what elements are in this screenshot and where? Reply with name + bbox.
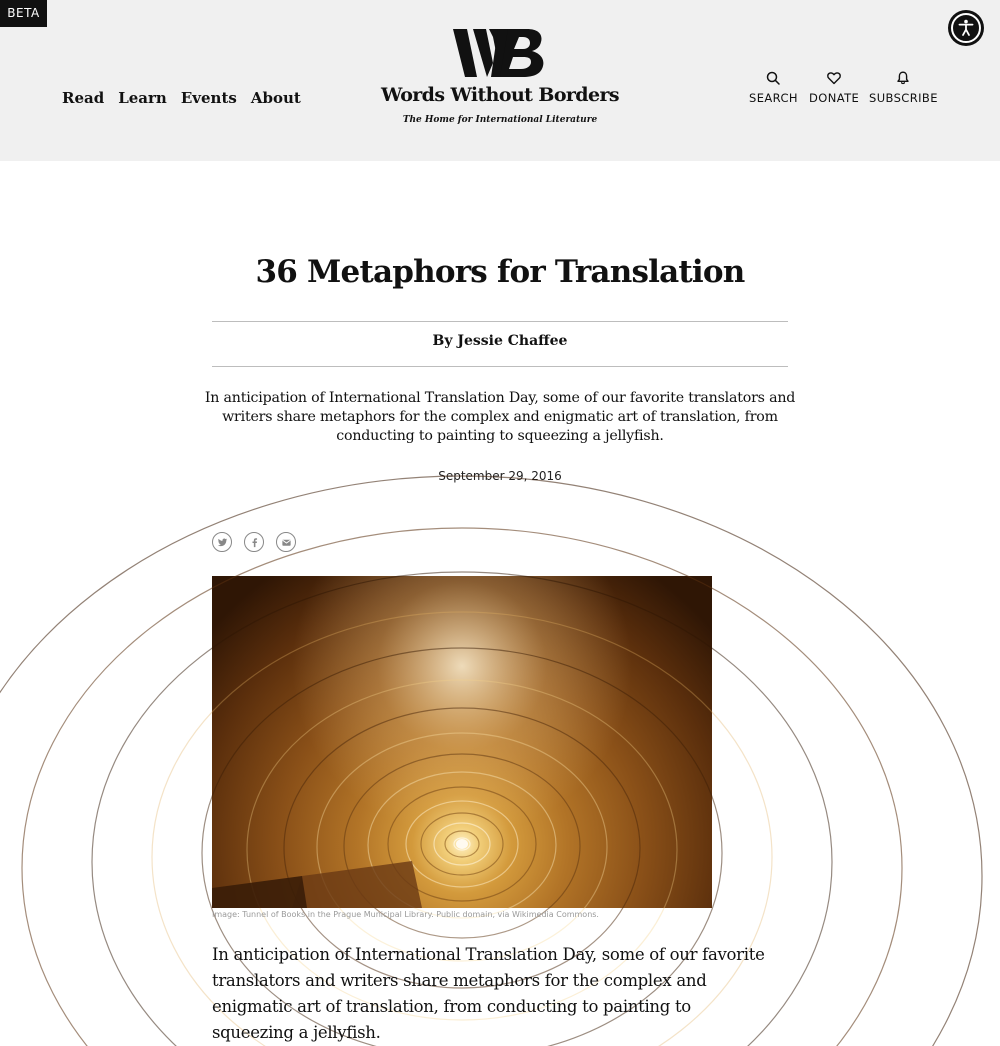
subscribe-button[interactable] [869, 70, 938, 105]
site-name[interactable]: Words Without Borders [381, 84, 619, 106]
share-facebook-button[interactable] [244, 532, 264, 552]
search-button[interactable] [749, 70, 798, 105]
nav-item-read[interactable]: Read [62, 89, 105, 107]
donate-label: DONATE [809, 91, 860, 105]
bell-icon [895, 70, 911, 86]
article-byline[interactable]: By Jessie Chaffee [432, 333, 568, 349]
heart-icon [826, 70, 842, 86]
image-caption: Image: Tunnel of Books in the Prague Municipal Library. Public domain, via Wikimedia Commons. [212, 910, 599, 919]
twitter-icon [217, 537, 228, 548]
email-icon [281, 537, 292, 548]
primary-nav [62, 89, 301, 107]
article-body: In anticipation of International Translation Day, some of our favorite translators and writers share metaphors for the complex and enigmatic art of translation, from conducting to painting to squeezing a jellyfish. [212, 945, 765, 1042]
site-tagline: The Home for International Literature [402, 115, 598, 125]
accessibility-icon [951, 13, 981, 43]
nav-item-learn[interactable]: Learn [118, 89, 167, 107]
search-label: SEARCH [749, 91, 798, 105]
article-title: 36 Metaphors for Translation [255, 254, 745, 290]
title-divider [212, 321, 788, 322]
article-dek: In anticipation of International Translation Day, some of our favorite translators and writers share metaphors for the complex and enigmatic art of translation, from conducting to painting to squeezing a jellyfish. [204, 390, 796, 444]
share-twitter-button[interactable] [212, 532, 232, 552]
article-date: September 29, 2016 [438, 469, 562, 483]
facebook-icon [249, 537, 260, 548]
donate-button[interactable] [809, 70, 859, 105]
share-buttons [212, 532, 296, 552]
nav-item-about[interactable]: About [250, 89, 301, 107]
nav-item-events[interactable]: Events [180, 89, 237, 107]
site-header [0, 0, 1000, 161]
wwb-logo-mark-icon[interactable] [453, 27, 547, 83]
article-hero-image [212, 576, 712, 908]
subscribe-label: SUBSCRIBE [869, 91, 938, 105]
byline-divider [212, 366, 788, 367]
accessibility-button[interactable] [948, 10, 984, 46]
beta-badge: BETA [0, 0, 47, 27]
search-icon [765, 70, 781, 86]
share-email-button[interactable] [276, 532, 296, 552]
